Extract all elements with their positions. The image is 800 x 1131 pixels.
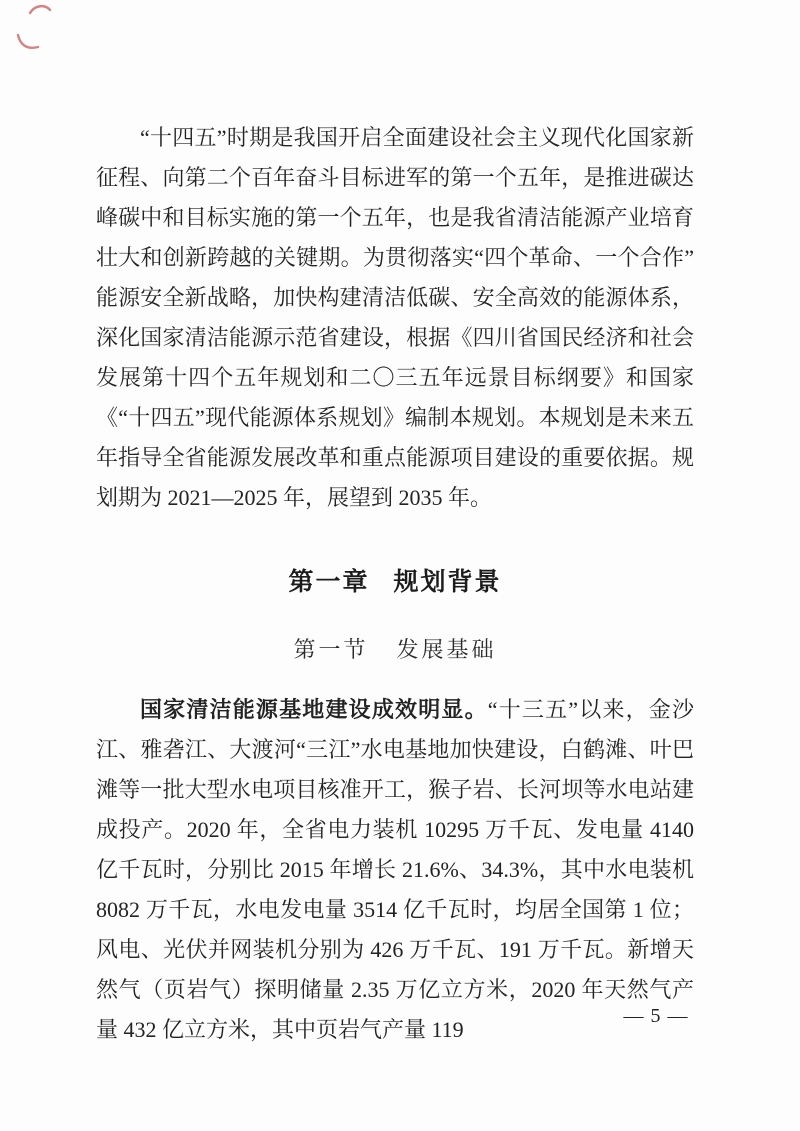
chapter-number: 第一章 [288,568,370,596]
chapter-title [96,562,694,602]
body-paragraph [96,690,694,1050]
page-content [96,0,694,1050]
body-paragraph-text: “十三五”以来，金沙江、雅砻江、大渡河“三江”水电基地加快建设，白鹤滩、叶巴滩等一批大型水电项目核准开工，猴子岩、长河坝等水电站建成投产。2020 年，全省电力装机 10295 万千瓦、发电量 4140 亿千瓦时，分别比 2015 年增长 21.6%、34.3%，其中水电装机 8082 万千瓦，水电发电量 3514 亿千瓦时，均居全国第 1 位；风电、光伏并网装机分别为 426 万千瓦、191 万千瓦。新增天然气（页岩气）探明储量 2.35 万亿立方米，2020 年天然气产量 432 亿立方米，其中页岩气产量 119 [96,697,694,1042]
body-paragraph-lead: 国家清洁能源基地建设成效明显。 [140,697,488,722]
intro-paragraph: “十四五”时期是我国开启全面建设社会主义现代化国家新征程、向第二个百年奋斗目标进军的第一个五年，是推进碳达峰碳中和目标实施的第一个五年，也是我省清洁能源产业培育壮大和创新跨越的关键期。为贯彻落实“四个革命、一个合作”能源安全新战略，加快构建清洁低碳、安全高效的能源体系，深化国家清洁能源示范省建设，根据《四川省国民经济和社会发展第十四个五年规划和二〇三五年远景目标纲要》和国家《“十四五”现代能源体系规划》编制本规划。本规划是未来五年指导全省能源发展改革和重点能源项目建设的重要依据。规划期为 2021—2025 年，展望到 2035 年。 [96,125,694,510]
chapter-name: 规划背景 [393,568,502,596]
section-name: 发展基础 [396,637,497,662]
page-number: — 5 — [623,1005,689,1027]
section-title [96,630,694,670]
section-number: 第一节 [293,637,369,662]
red-pen-marks-icon [10,0,70,60]
